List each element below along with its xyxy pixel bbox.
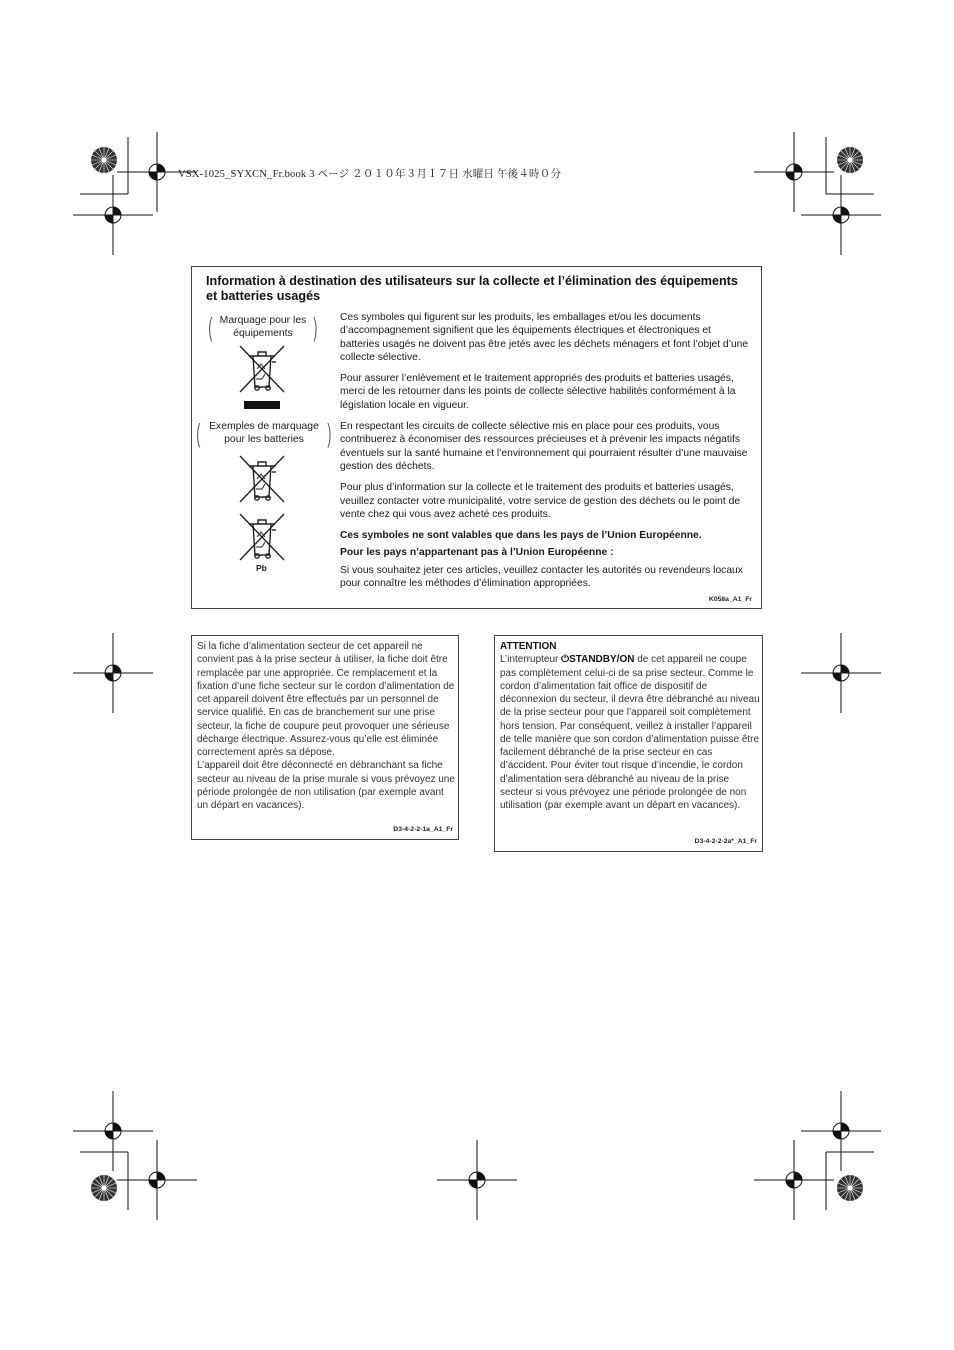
print-header: VSX-1025_SYXCN_Fr.book 3 ページ ２０１０年３月１７日 水曜日 午後４時０分 xyxy=(178,169,562,180)
pb-label: Pb xyxy=(256,563,267,573)
attention-title: ATTENTION xyxy=(500,641,557,652)
weee-paragraph-4: Pour plus d’information sur la collecte et le traitement des produits et batteries usagés, veuillez contacter votre municipalité, votre service de gestion des déchets ou le point de vente chez qui vous avez acheté ces produits. xyxy=(340,482,741,520)
crossed-bin-battery-pb-icon xyxy=(238,512,286,562)
attention-text-pre: L’interrupteur xyxy=(500,654,562,666)
plug-notice-text-1: Si la fiche d’alimentation secteur de cet appareil ne convient pas à la prise secteur à utiliser, la fiche doit être remplacée par une appropriée. Ce remplacement et la fixation d’une fiche secteur sur le cordon d’alimentation de cet appareil doivent être effectués par un personnel de service qualifié. En cas de branchement sur une prise secteur, la fiche de coupure peut provoquer une sérieuse décharge électrique. Assurez-vous qu’elle est éliminée correctement après sa dépose. xyxy=(197,641,455,758)
battery-marking-label: ( Exemples de marquage pour les batteries ) xyxy=(204,421,324,447)
weee-paragraph-1: Ces symboles qui figurent sur les produits, les emballages et/ou les documents d’accompagnement signifient que les équipements électriques et électroniques et batteries usagés ne doivent pas être jetés avec les déchets ménagers et font l’objet d’une collecte sélective. xyxy=(340,312,749,363)
power-icon: ⏻ xyxy=(561,654,570,666)
attention-box xyxy=(494,635,763,852)
weee-non-eu-text: Si vous souhaitez jeter ces articles, veuillez contacter les autorités ou revendeurs locaux pour connaître les méthodes d’élimination appropriées. xyxy=(340,564,743,590)
plug-notice-code: D3-4-2-2-1a_A1_Fr xyxy=(393,826,453,833)
attention-text xyxy=(500,653,760,812)
attention-body xyxy=(500,640,760,812)
crossed-bin-battery-icon xyxy=(238,454,286,504)
standby-on-label: STANDBY/ON xyxy=(569,654,635,666)
weee-code: K058a_A1_Fr xyxy=(708,596,752,603)
equipment-marking-label: ( Marquage pour les équipements ) xyxy=(216,315,310,341)
weee-body xyxy=(340,311,752,590)
weee-paragraph-3: En respectant les circuits de collecte sélective mis en place pour ces produits, vous contribuerez à économiser des ressources précieuses et à prévenir les impacts négatifs éventuels sur la santé humaine et l’environnement qui pourraient résulter d’une mauvaise gestion des déchets. xyxy=(340,421,748,472)
plug-notice-body xyxy=(197,640,457,812)
plug-notice-text-2: L’appareil doit être déconnecté en débranchant sa fiche secteur au niveau de la prise murale si vous prévoyez une période prolongée de non utilisation (par exemple avant un départ en vacances). xyxy=(197,760,455,811)
attention-code: D3-4-2-2-2a*_A1_Fr xyxy=(694,838,757,845)
plug-notice-box xyxy=(191,635,459,840)
weee-paragraph-2: Pour assurer l’enlèvement et le traitement appropriés des produits et batteries usagés, merci de les retourner dans les points de collecte sélective habilités conformément à la législation locale en vigueur. xyxy=(340,373,736,411)
weee-info-box xyxy=(191,266,762,609)
attention-text-post: de cet appareil ne coupe pas complètement celui-ci de sa prise secteur. Comme le cordon d’alimentation fait office de dispositif de déconnexion du secteur, il devra être débranché au niveau de la prise secteur pour que l’appareil soit complètement hors tension. Par conséquent, veillez à installer l’appareil de telle manière que son cordon d’alimentation puisse être facilement débranché de la prise secteur en cas d’accident. Pour éviter tout risque d’incendie, le cordon d’alimentation sera débranché au niveau de la prise secteur si vous prévoyez une période prolongée de non utilisation (par exemple avant un départ en vacances). xyxy=(500,654,760,811)
weee-eu-note: Ces symboles ne sont valables que dans les pays de l’Union Européenne. xyxy=(340,530,702,542)
weee-non-eu-heading: Pour les pays n’appartenant pas à l’Union Européenne : xyxy=(340,547,614,559)
weee-title: Information à destination des utilisateurs sur la collecte et l’élimination des équipements et batteries usagés xyxy=(206,274,738,303)
crossed-bin-equipment-icon xyxy=(238,344,286,410)
